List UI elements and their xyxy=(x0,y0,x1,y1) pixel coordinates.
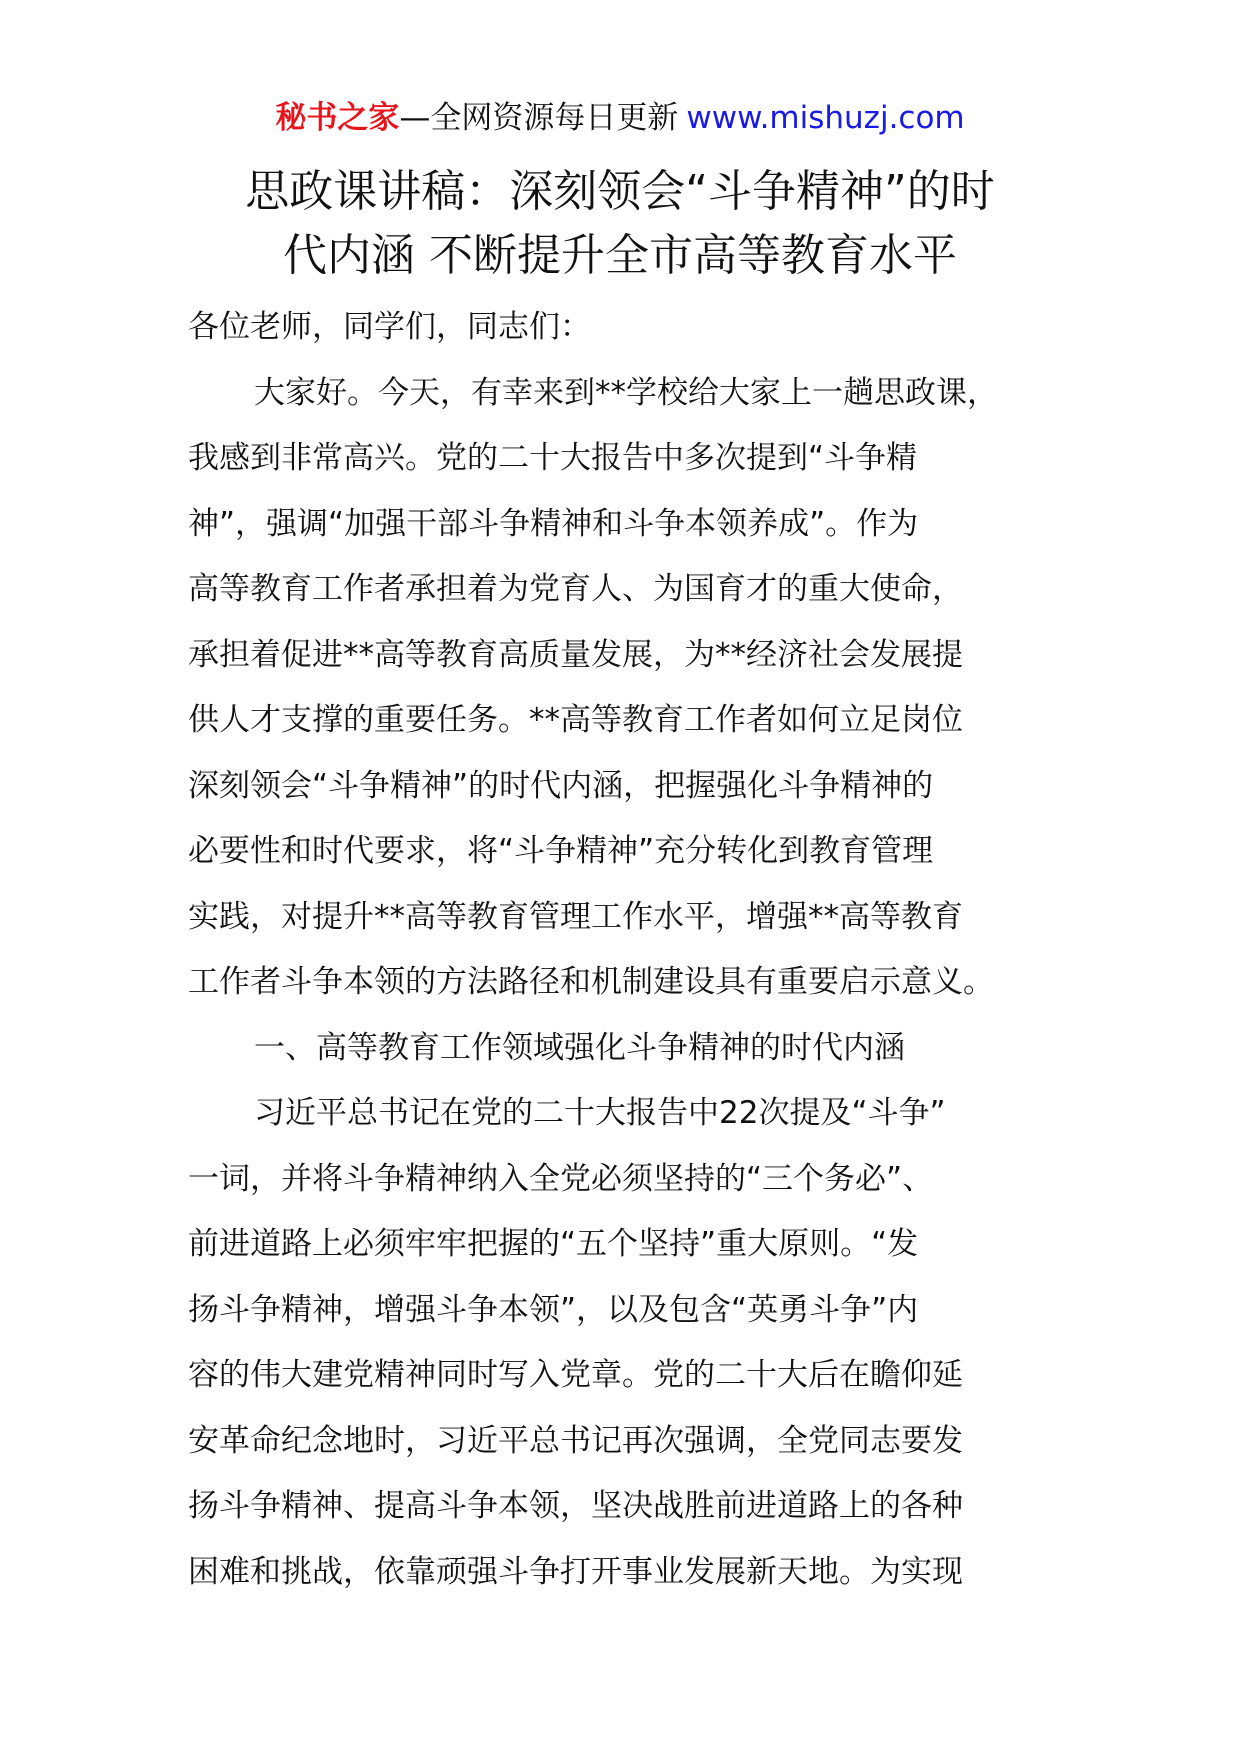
body-line: 供人才支撑的重要任务。**高等教育工作者如何立足岗位 xyxy=(188,702,963,738)
body-line: 习近平总书记在党的二十大报告中22次提及“斗争” xyxy=(254,1095,946,1131)
body-line: 工作者斗争本领的方法路径和机制建设具有重要启示意义。 xyxy=(188,964,994,1000)
body-line: 安革命纪念地时，习近平总书记再次强调，全党同志要发 xyxy=(188,1422,963,1459)
body-line: 扬斗争精神，增强斗争本领”，以及包含“英勇斗争”内 xyxy=(188,1291,919,1328)
title-line-2: 代内涵 不断提升全市高等教育水平 xyxy=(283,230,957,281)
site-brand: 秘书之家 xyxy=(275,100,400,136)
body-line: 必要性和时代要求，将“斗争精神”充分转化到教育管理 xyxy=(188,833,934,869)
body-line: 困难和挑战，依靠顽强斗争打开事业发展新天地。为实现 xyxy=(188,1553,963,1590)
body-line: 承担着促进**高等教育高质量发展，为**经济社会发展提 xyxy=(188,636,963,673)
document-title xyxy=(150,160,1090,288)
title-line-1: 思政课讲稿：深刻领会“斗争精神”的时 xyxy=(245,166,995,217)
body-line: 前进道路上必须牢牢把握的“五个坚持”重大原则。“发 xyxy=(188,1226,919,1262)
body-line: 高等教育工作者承担着为党育人、为国育才的重大使命， xyxy=(188,571,963,607)
site-header xyxy=(0,98,1240,138)
body-line: 深刻领会“斗争精神”的时代内涵，把握强化斗争精神的 xyxy=(188,767,934,804)
body-line: 各位老师，同学们，同志们： xyxy=(188,309,591,345)
body-line: 我感到非常高兴。党的二十大报告中多次提到“斗争精 xyxy=(188,440,918,476)
section-heading: 一、高等教育工作领域强化斗争精神的时代内涵 xyxy=(254,1029,905,1066)
body-line: 一词，并将斗争精神纳入全党必须坚持的“三个务必”、 xyxy=(188,1160,934,1197)
site-tagline: —全网资源每日更新 xyxy=(399,100,679,136)
document-body xyxy=(188,295,1068,1605)
body-line: 神”，强调“加强干部斗争精神和斗争本领养成”。作为 xyxy=(188,505,919,542)
body-line: 实践，对提升**高等教育管理工作水平，增强**高等教育 xyxy=(188,898,963,935)
body-line: 扬斗争精神、提高斗争本领，坚决战胜前进道路上的各种 xyxy=(188,1488,963,1524)
body-line: 大家好。今天，有幸来到**学校给大家上一趟思政课， xyxy=(254,374,998,411)
site-url-link[interactable]: www.mishuzj.com xyxy=(686,100,965,136)
body-line: 容的伟大建党精神同时写入党章。党的二十大后在瞻仰延 xyxy=(188,1357,963,1393)
